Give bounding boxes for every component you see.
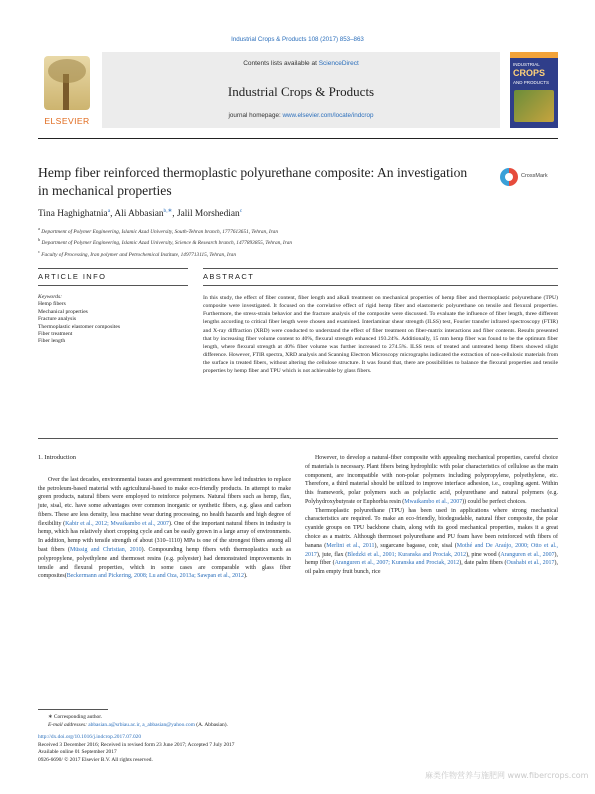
body-column-left: [38, 454, 291, 581]
paragraph-text: )) could be perfect choices.: [462, 498, 527, 505]
paragraph-text: ), jute, flax (: [316, 551, 348, 558]
elsevier-logo[interactable]: [38, 56, 96, 128]
footnote-rule: [38, 709, 108, 710]
keyword-item: Hemp fibers: [38, 301, 66, 308]
masthead: [38, 52, 558, 132]
tree-logo-icon: [44, 56, 90, 110]
citation-link[interactable]: Kabir et al., 2012; Mwaikambo et al., 2007: [65, 520, 169, 527]
citation-link[interactable]: Müssig and Christian, 2010: [70, 547, 142, 554]
info-rule: [38, 285, 188, 286]
cover-image: [514, 90, 554, 122]
article-title: Hemp fiber reinforced thermoplastic polyurethane composite: An investigation in mechanical properties: [38, 165, 468, 198]
footnotes: [38, 714, 338, 765]
author-sup[interactable]: a: [107, 208, 111, 214]
info-top-rule: [38, 268, 188, 269]
publisher-name: ELSEVIER: [44, 116, 90, 126]
citation-link[interactable]: Aranguren et al., 2007; Kuranska and Prociak, 2012: [334, 560, 460, 567]
paragraph: [38, 476, 291, 581]
paragraph-text: ). One of the important natural fibers in industry is hemp, which has relatively short cropping cycle and can be easily grown in a large array of environments. In addition, hemp with tensile strength of about (310–1110) MPa is one of the strongest fibers among all bast fibers (: [38, 520, 291, 554]
sciencedirect-link[interactable]: ScienceDirect: [318, 60, 359, 67]
email-link[interactable]: abbasian.a@srbiau.ac.ir, a_abbasian@yahoo.com: [88, 721, 195, 728]
intro-heading: 1. Introduction: [38, 454, 76, 461]
paragraph-text: ), hemp fiber (: [305, 551, 559, 567]
citation-link[interactable]: Merlini et al., 2011: [326, 542, 375, 549]
abstract-heading: ABSTRACT: [203, 272, 255, 281]
corresponding-author: ∗ Corresponding author.: [48, 714, 103, 720]
author-sup[interactable]: b,∗: [163, 208, 173, 214]
keyword-item: Fracture analysis: [38, 316, 77, 323]
paragraph-text: However, to develop a natural-fiber composite with appealing mechanical properties, careful choice of materials is necessary. Plant fibers being hydrophilic with polar characteristics of cellulose as the main component, are incompatible with non-polar polymers including polypropylene, polyethylene, etc. Therefore, a third material should be utilized to improve interface adhesion, i.e., coupling agent. Within this framework, polar polymers such as polylactic acid, polyurethane and natural polymers (e.g. Polyhydroxybutyrate or Euphorbia resin (: [305, 455, 558, 505]
crossmark-label: CrossMark: [521, 173, 548, 179]
cover-line-3: AND PRODUCTS: [513, 80, 550, 85]
affiliation-item: $^b$ Department of Polymer Engineering, Islamic Azad University, Science & Research branch, 1477893855, Tehran, Iran: [38, 237, 293, 247]
journal-homepage: journal homepage: www.elsevier.com/locate/indcrop: [228, 112, 374, 119]
journal-cover[interactable]: [510, 52, 558, 128]
doi-link[interactable]: http://dx.doi.org/10.1016/j.indcrop.2017.07.020: [38, 734, 142, 741]
citation-link[interactable]: Aranguren et al., 2007: [500, 551, 555, 558]
citation-link[interactable]: Oushabi et al., 2017: [506, 560, 555, 567]
article-info-heading: ARTICLE INFO: [38, 272, 107, 281]
paragraph: [305, 507, 558, 577]
masthead-rule: [38, 138, 558, 139]
cover-band: [510, 52, 558, 58]
received-line: Received 3 December 2016; Received in revised form 23 June 2017; Accepted 7 July 2017: [38, 741, 235, 748]
journal-title: Industrial Crops & Products: [227, 84, 375, 99]
affiliation-item: $^c$ Faculty of Processing, Iran polymer and Petrochemical Institute, 1497713115, Tehran, Iran: [38, 248, 236, 258]
homepage-link[interactable]: www.elsevier.com/locate/indcrop: [282, 112, 374, 119]
author-name[interactable]: Tina Haghighatnia: [38, 209, 108, 220]
paragraph-text: ).: [243, 573, 248, 580]
affiliations: [38, 225, 292, 259]
abstract-top-rule: [203, 268, 558, 269]
author-sup[interactable]: c: [239, 208, 243, 214]
abstract-rule: [203, 285, 558, 286]
paragraph-text: Over the last decades, environmental issues and government restrictions have led industries to replace the petroleum-based material with agricultural-based to make eco-friendly products. In attempt to make green products, natural fibers were employed to reinforce polymers. Natural fibers such as hemp, flax, jute, sisal, etc. have some advantages over common inorganic or synthetic fibers, e.g. glass and carbon fibers. These are less density, less machine wear during processing, no health hazards and high degree of flexibility (: [38, 476, 291, 527]
keyword-item: Thermoplastic elastomer composites: [38, 323, 121, 330]
paragraph-text: ), date palm fibers (: [459, 560, 507, 567]
cover-line-2: CROPS: [513, 68, 546, 78]
masthead-banner: [102, 52, 500, 128]
copyright-line: 0926-6690/ © 2017 Elsevier B.V. All rights reserved.: [38, 756, 153, 763]
crossmark-icon: [500, 168, 518, 186]
paragraph-text: ). Compounding hemp fibers with thermoplastics such as polypropylene, polyethylene and thermoset resins (e.g. polyester) had demonstrated improvements in tensile and flexural properties, which in some cases are comparable with glass fiber composites(: [38, 547, 292, 580]
citation-link[interactable]: Bledzki et al., 2001; Kuranska and Prociak, 2012: [347, 551, 467, 558]
citation-link[interactable]: Mothé and De Araújo, 2000; Otto et al., 2017: [305, 542, 558, 558]
paragraph-text: ), pine wood (: [466, 551, 501, 558]
online-line: Available online 01 September 2017: [38, 749, 117, 756]
author-name[interactable]: Jalil Morshedian: [176, 209, 240, 220]
keywords-heading: Keywords:: [38, 294, 63, 300]
author-list: Tina Haghighatnia$^a$, Ali Abbasian$^{b,∗}$, Jalil Morshedian$^c$: [38, 208, 243, 220]
watermark: 麻类作物营养与施肥网 www.fibercrops.com: [425, 771, 589, 780]
citation-link[interactable]: Mwaikambo et al., 2007: [404, 498, 463, 505]
paragraph-text: Thermoplastic polyurethane (TPU) has been used in applications where strong mechanical characteristics are required. To make an eco-friendly, biodegradable, natural fiber composite, the polar cyanide groups on TPU backbone chain, along with its good mechanical properties, makes it a great choice as a matrix. Although thermoset polyurethane and PU foam have been reinforced with fibers of banana (: [305, 507, 558, 549]
cover-line-1: INDUSTRIAL: [513, 62, 540, 67]
keywords-block: [38, 294, 188, 346]
keyword-item: Fiber treatment: [38, 331, 73, 338]
citation-link[interactable]: Beckermann and Pickering, 2008; Lu and Oza, 2013a; Sawpan et al., 2012: [66, 573, 244, 580]
contents-line: Contents lists available at ScienceDirect: [243, 60, 359, 67]
crossmark-badge[interactable]: [500, 166, 556, 190]
author-name[interactable]: Ali Abbasian: [114, 209, 164, 220]
paragraph: [305, 454, 558, 507]
body-column-right: [305, 454, 558, 577]
email-line: E-mail addresses: abbasian.a@srbiau.ac.ir, a_abbasian@yahoo.com (A. Abbasian).: [48, 721, 228, 728]
keyword-item: Mechanical properties: [38, 308, 88, 315]
paragraph-text: ), oil palm empty fruit bunch, rice: [305, 560, 558, 576]
keyword-item: Fiber length: [38, 338, 66, 345]
paragraph-text: ), sugarcane bagasse, coir, sisal (: [374, 542, 457, 549]
abstract-bottom-rule: [38, 438, 558, 439]
abstract-text: In this study, the effect of fiber content, fiber length and alkali treatment on mechanical properties of hemp fiber and thermoplastic polyurethane (TPU) composite were investigated. It focused on the correlative effect of rigid hemp fiber and elastomeric polyurethane on tensile and flexural properties. Furthermore, the stress-strain behavior and the fracture analysis of the composite were discussed. To evaluate the influence of fiber length, three different lengths according to critical fiber length were chosen and examined. Interlaminar shear strength (ILSS) test, Fourier transfer infrared spectroscopy (FTIR) and X-ray diffraction (XRD) were conducted to understand the effect of fiber treatment on fiber-matrix interactions and fiber contents. Results presented that by increasing fiber volume content to 40%, flexural strength enhanced 193.24%. Additionally, 15 mm hemp fiber was found to be the optimum fiber length, where flexural strength at 40% fiber volume was further increased to 274.5%. ILSS tests of treated and untreated hemp fibers showed slight difference. However, FTIR spectra, XRD analysis and Scanning Electron Microscopy micrographs indicated the extraction of non-cellulosic materials from the surface in treated fibers, without altering the cellulose structure. It was found that, there are possibilities to balance the flexural properties and tensile properties by hemp fiber and TPU which is not achievable by glass fibers.: [203, 295, 558, 375]
journal-reference[interactable]: Industrial Crops & Products 108 (2017) 853–863: [231, 36, 364, 43]
affiliation-item: $^a$ Department of Polymer Engineering, Islamic Azad University, South-Tehran branch, 1777613651, Tehran, Iran: [38, 226, 278, 235]
